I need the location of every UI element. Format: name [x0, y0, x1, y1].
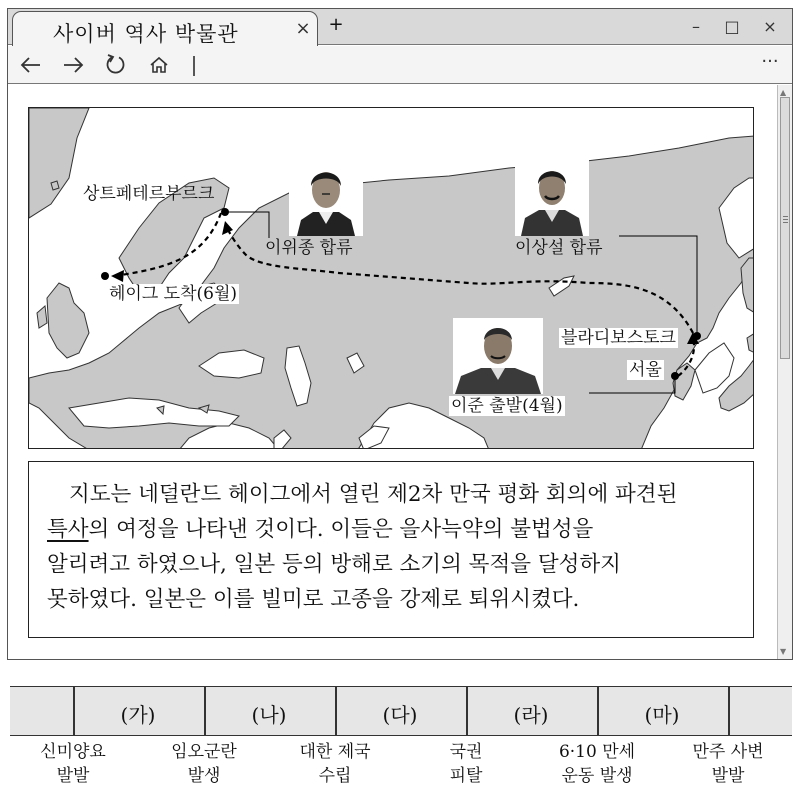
timeline-period-ga: (가)	[120, 703, 156, 727]
close-window-button[interactable]: ×	[763, 17, 777, 36]
minimize-button[interactable]: –	[692, 17, 700, 36]
address-bar-separator	[193, 56, 195, 76]
label-vladivostok: 블라디보스토크	[561, 328, 676, 348]
underlined-term-envoy: 특사	[47, 517, 89, 542]
tab-bar	[8, 9, 792, 45]
maximize-button[interactable]: □	[724, 17, 740, 36]
timeline-event: 대한 제국 수립	[299, 742, 371, 786]
label-lee-wijong-joins: 이위종 합류	[265, 238, 353, 258]
scroll-up-icon[interactable]: ▲	[780, 88, 787, 97]
forward-button[interactable]	[58, 50, 88, 80]
description-line-2	[47, 512, 731, 547]
timeline-event: 신미양요 발발	[40, 742, 106, 786]
label-saint-petersburg: 상트페테르부르크	[83, 184, 215, 204]
portrait-lee-sangseol	[515, 158, 589, 236]
tab-title: 사이버 역사 박물관	[53, 22, 239, 46]
home-button[interactable]	[144, 50, 174, 80]
label-hague: 헤이그 도착(6월)	[109, 284, 238, 304]
page-content	[8, 85, 776, 659]
scroll-down-icon[interactable]: ▼	[780, 647, 787, 656]
vertical-scrollbar[interactable]	[777, 85, 792, 659]
timeline-event: 만주 사변 발발	[692, 742, 764, 786]
timeline-period-na: (나)	[251, 703, 287, 727]
description-line-1: 지도는 네덜란드 헤이그에서 열린 제2차 만국 평화 회의에 파견된	[69, 482, 678, 507]
back-arrow-icon	[20, 56, 42, 74]
timeline-event: 6·10 만세 운동 발생	[558, 742, 636, 786]
refresh-icon	[105, 54, 127, 76]
forward-arrow-icon	[62, 56, 84, 74]
tab-cyber-history-museum[interactable]	[12, 11, 318, 46]
home-icon	[149, 55, 169, 75]
timeline-bar	[10, 686, 792, 736]
label-lee-jun-departs: 이준 출발(4월)	[451, 396, 563, 416]
portrait-lee-wijong	[289, 158, 363, 236]
browser-window	[7, 8, 793, 660]
eurasia-map	[29, 108, 754, 449]
timeline-event: 국권 피탈	[449, 742, 483, 786]
description-line-3: 알리려고 하였으나, 일본 등의 방해로 소기의 목적을 달성하지	[47, 552, 621, 577]
timeline-event: 임오군란 발생	[171, 742, 237, 786]
description-line-2-text: 의 여정을 나타낸 것이다. 이들은 을사늑약의 불법성을	[88, 517, 594, 542]
back-button[interactable]	[16, 50, 46, 80]
envoy-route-map	[28, 107, 754, 449]
description-line-4: 못하였다. 일본은 이를 빌미로 고종을 강제로 퇴위시켰다.	[47, 587, 580, 612]
portrait-lee-jun	[453, 318, 543, 394]
tab-close-icon[interactable]: ×	[295, 18, 311, 39]
new-tab-button[interactable]: +	[328, 14, 344, 35]
timeline-period-ma: (마)	[644, 703, 680, 727]
label-lee-sangseol-joins: 이상설 합류	[515, 238, 603, 258]
refresh-button[interactable]	[101, 50, 131, 80]
timeline-period-ra: (라)	[513, 703, 549, 727]
navigation-bar	[8, 46, 792, 84]
description-box	[28, 461, 754, 638]
more-menu-button[interactable]: ···	[761, 51, 779, 72]
label-seoul: 서울	[629, 360, 662, 380]
scroll-thumb[interactable]	[780, 97, 790, 359]
timeline-period-da: (다)	[382, 703, 418, 727]
